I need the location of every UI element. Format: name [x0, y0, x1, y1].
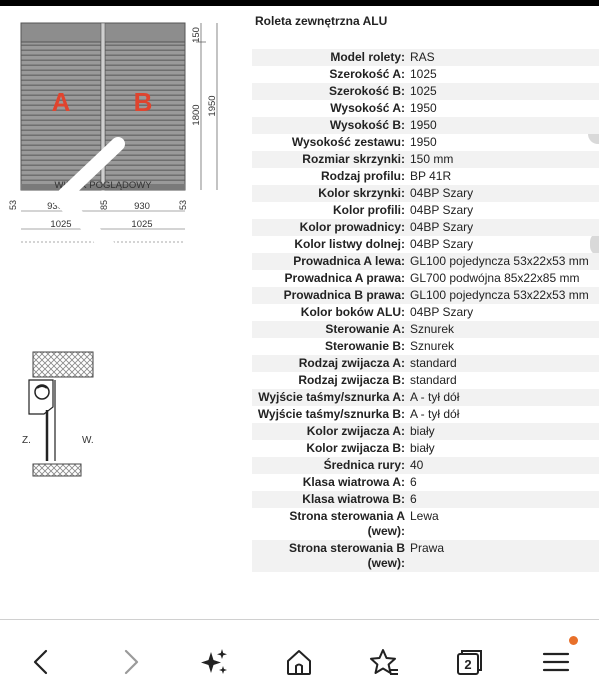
spec-value: 1950 — [408, 117, 599, 134]
forward-button[interactable] — [110, 642, 150, 682]
spec-value: 40 — [408, 457, 599, 474]
cross-section-sill — [33, 464, 81, 476]
spec-label: Rozmiar skrzynki: — [252, 151, 408, 168]
spec-value: 04BP Szary — [410, 237, 474, 251]
side-label-right: W. — [82, 435, 94, 446]
spec-value: Sznurek — [410, 339, 455, 353]
spec-label: Prowadnica A lewa: — [252, 253, 408, 270]
spec-value: Prawa — [408, 540, 599, 572]
dim-left-guide: 53 — [8, 199, 18, 211]
forward-icon — [114, 646, 146, 678]
spec-table — [252, 49, 599, 572]
drawing-svg — [0, 6, 250, 618]
spec-label: Kolor prowadnicy: — [252, 219, 408, 236]
spec-label: Średnica rury: — [252, 457, 408, 474]
spec-label: Kolor listwy dolnej: — [294, 237, 405, 251]
spec-label: Model rolety: — [252, 49, 408, 66]
spec-row — [252, 100, 599, 117]
tabs-icon — [453, 646, 485, 678]
spec-row — [252, 338, 599, 355]
roller-shutter-drawing — [0, 6, 250, 618]
spec-row — [252, 508, 599, 540]
spec-value: Lewa — [410, 509, 439, 523]
menu-icon — [540, 646, 572, 678]
spec-row — [252, 321, 599, 338]
side-label-left: Z. — [22, 435, 31, 446]
spec-row — [252, 253, 599, 270]
spec-value: 1025 — [408, 83, 599, 100]
home-button[interactable] — [279, 642, 319, 682]
spec-row — [252, 219, 599, 236]
spec-value: biały — [408, 423, 599, 440]
spec-value: 1950 — [410, 135, 437, 149]
spec-label: Kolor boków ALU: — [300, 305, 405, 319]
label-a: A — [51, 87, 71, 117]
spec-value: A - tył dół — [408, 389, 599, 406]
spec-row — [252, 389, 599, 406]
notification-dot — [569, 636, 578, 645]
spec-value: GL100 pojedyncza 53x22x53 mm — [408, 253, 599, 270]
spec-row — [252, 372, 599, 389]
dim-width-b: 1025 — [131, 219, 153, 230]
spec-label: Wyjście taśmy/sznurka A: — [252, 389, 408, 406]
spec-label: Rodzaj zwijacza B: — [298, 373, 405, 387]
spec-label: Wysokość A: — [330, 101, 405, 115]
spec-row — [252, 117, 599, 134]
spec-label: Kolor profili: — [333, 203, 405, 217]
spec-row — [252, 457, 599, 474]
spec-row — [252, 151, 599, 168]
spec-row — [252, 540, 599, 572]
spec-label: Kolor zwijacza B: — [306, 441, 405, 455]
spec-row — [252, 202, 599, 219]
spec-row — [252, 236, 599, 253]
dim-a-inner: 930 — [47, 201, 63, 212]
dim-a-mid: 85 — [99, 199, 109, 211]
spec-row — [252, 49, 599, 66]
spec-label: Sterowanie A: — [252, 321, 408, 338]
spec-value: 04BP Szary — [410, 203, 474, 217]
spec-value: 1025 — [410, 67, 437, 81]
spec-value: BP 41R — [410, 169, 452, 183]
spec-value: 04BP Szary — [408, 219, 599, 236]
spec-label: Kolor zwijacza A: — [252, 423, 408, 440]
spec-value: 6 — [410, 475, 417, 489]
ai-assistant-button[interactable] — [194, 642, 234, 682]
spec-value: standard — [410, 373, 457, 387]
label-b: B — [133, 87, 153, 117]
spec-row — [252, 185, 599, 202]
spec-value: 04BP Szary — [410, 305, 474, 319]
spec-row — [252, 134, 599, 151]
spec-label: Wyjście taśmy/sznurka B: — [257, 407, 405, 421]
spec-value: GL100 pojedyncza 53x22x53 mm — [408, 287, 599, 304]
spec-value: Sznurek — [408, 321, 599, 338]
spec-label: Klasa wiatrowa A: — [302, 475, 405, 489]
spec-value: biały — [410, 441, 435, 455]
spec-value: GL700 podwójna 85x22x85 mm — [410, 271, 580, 285]
spec-row — [252, 287, 599, 304]
bottom-navigation-bar — [0, 619, 599, 700]
menu-button[interactable] — [536, 642, 576, 682]
dim-width-a: 1025 — [50, 219, 72, 230]
spec-label: Prowadnica A prawa: — [284, 271, 405, 285]
dim-height-total: 1950 — [207, 95, 218, 117]
dim-box: 150 — [191, 27, 202, 43]
spec-label: Sterowanie B: — [324, 339, 405, 353]
spec-value: A - tył dół — [410, 407, 460, 421]
spec-value: RAS — [408, 49, 599, 66]
product-title: Roleta zewnętrzna ALU — [255, 14, 388, 28]
spec-label: Klasa wiatrowa B: — [252, 491, 408, 508]
spec-row — [252, 474, 599, 491]
back-icon — [26, 646, 58, 678]
tabs-count: 2 — [464, 657, 472, 672]
tabs-button[interactable] — [449, 642, 489, 682]
spec-value: 150 mm — [408, 151, 599, 168]
spec-row — [252, 270, 599, 287]
spec-row — [252, 440, 599, 457]
back-button[interactable] — [22, 642, 62, 682]
spec-value: 04BP Szary — [408, 185, 599, 202]
spec-label: Wysokość B: — [252, 117, 408, 134]
spec-value: 6 — [408, 491, 599, 508]
favorites-button[interactable] — [364, 642, 404, 682]
spec-row — [252, 304, 599, 321]
spec-row — [252, 355, 599, 372]
spec-label: Strona sterowania A (wew): — [289, 509, 405, 538]
spec-value: 1950 — [410, 101, 437, 115]
spec-row — [252, 66, 599, 83]
spec-row — [252, 406, 599, 423]
spec-row — [252, 83, 599, 100]
spec-row — [252, 423, 599, 440]
dim-height-a: 1800 — [191, 104, 202, 126]
dim-b-inner: 930 — [134, 201, 150, 212]
home-icon — [283, 646, 315, 678]
view-label: WIDOK POGLĄDOWY — [54, 180, 152, 191]
spec-label: Szerokość A: — [329, 67, 405, 81]
spec-label: Szerokość B: — [252, 83, 408, 100]
spec-label: Rodzaj profilu: — [321, 169, 405, 183]
favorites-icon — [368, 646, 400, 678]
spec-row — [252, 491, 599, 508]
spec-label: Rodzaj zwijacza A: — [252, 355, 408, 372]
spec-label: Prowadnica B prawa: — [252, 287, 408, 304]
spec-label: Strona sterowania B (wew): — [252, 540, 408, 572]
spec-label: Kolor skrzynki: — [252, 185, 408, 202]
spec-label: Wysokość zestawu: — [291, 135, 405, 149]
spec-value: standard — [408, 355, 599, 372]
dim-right-guide: 53 — [178, 199, 188, 211]
spec-row — [252, 168, 599, 185]
ai-sparkle-icon — [198, 646, 230, 678]
cross-section-lintel — [33, 352, 93, 377]
